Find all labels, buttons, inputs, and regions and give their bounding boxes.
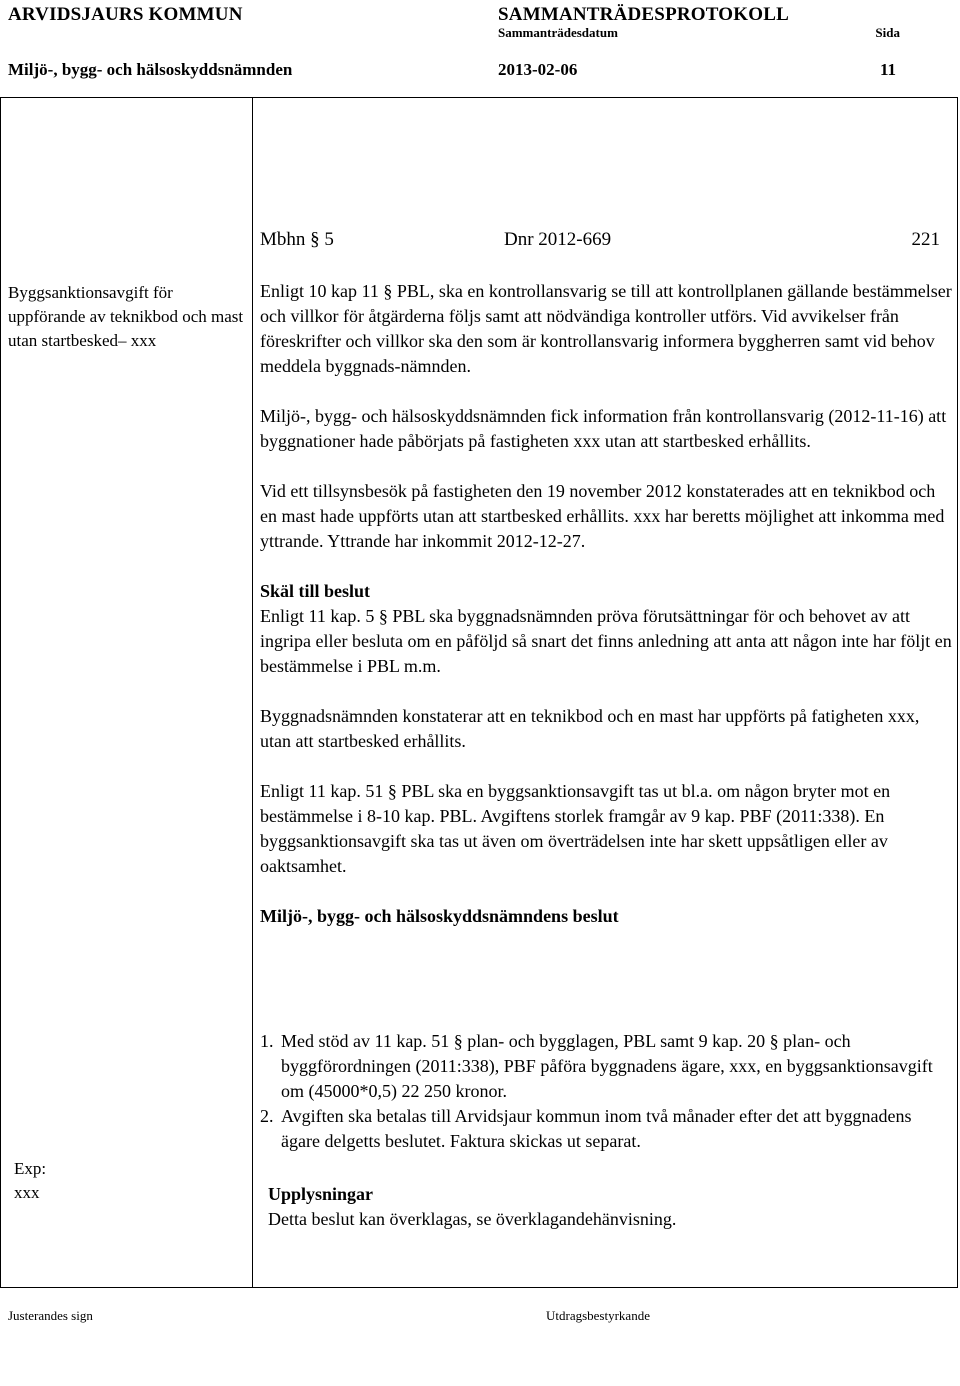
sidebar-divider (252, 97, 253, 1288)
paragraph-sanction-rule: Enligt 11 kap. 51 § PBL ska en byggsanktionsavgift tas ut bl.a. om någon bryter mot en bestämmelse i 8-10 kap. PBL. Avgiftens storlek framgår av 9 kap. PBF (2011:338). En byggsanktionsavgift ska tas ut även om överträdelsen inte har skett uppsåtligen eller av oaktsamhet. (260, 781, 891, 876)
paragraph-information: Miljö-, bygg- och hälsoskyddsnämnden fick information från kontrollansvarig (2012-11-16) att byggnationer hade påbörjats på fastigheten xxx utan att startbesked erhållits. (260, 406, 947, 451)
list-item (260, 1029, 952, 1104)
paragraph-number: Mbhn § 5 (260, 229, 334, 250)
list-item-text: Med stöd av 11 kap. 51 § plan- och bygglagen, PBL samt 9 kap. 20 § plan- och byggförordningen (2011:338), PBF påföra byggnadens ägare, xxx, en byggsanktionsavgift om (45000*0,5) 22 250 kronor. (281, 1031, 933, 1101)
paragraph-inspection: Vid ett tillsynsbesök på fastigheten den 19 november 2012 konstaterades att en teknikbod och en mast hade uppförts utan att startbesked erhållits. xxx har beretts möjlighet att inkomma med yttrande. Yttrande har inkommit 2012-12-27. (260, 481, 945, 551)
protocol-body (260, 279, 952, 929)
information-heading: Upplysningar (268, 1184, 374, 1204)
extract-certification-label: Utdragsbestyrkande (546, 1308, 650, 1323)
protocol-title: SAMMANTRÄDESPROTOKOLL (498, 4, 789, 25)
committee-name: Miljö-, bygg- och hälsoskyddsnämnden (8, 60, 293, 79)
header-subtitle-row (498, 25, 900, 41)
list-item-number: 2. (260, 1106, 274, 1126)
paragraph-reasons: Enligt 11 kap. 5 § PBL ska byggnadsnämnden pröva förutsättningar för och behovet av att ingripa eller besluta om en påföljd så snart det finns anledning att anta att någon inte har följt en bestämmelse i PBL m.m. (260, 606, 952, 676)
paragraph-legal-basis: Enligt 10 kap 11 § PBL, ska en kontrollansvarig se till att kontrollplanen gällande bestämmelser och villkor för åtgärderna följs samt att nödvändiga kontroller utförs. Vid avvikelser från föreskrifter och villkor ska den som är kontrollansvarig informera byggherren samt vid behov meddela byggnads-nämnden. (260, 281, 952, 376)
reasons-heading: Skäl till beslut (260, 581, 371, 601)
expedition-label: Exp: (14, 1159, 47, 1178)
meeting-date-label: Sammanträdesdatum (498, 25, 618, 40)
paragraph-finding: Byggnadsnämnden konstaterar att en teknikbod och en mast har uppförts på fatigheten xxx, utan att startbesked erhållits. (260, 706, 920, 751)
diary-number: Dnr 2012-669 (504, 229, 612, 250)
expedition-block (14, 1157, 46, 1205)
municipality-name: ARVIDSJAURS KOMMUN (8, 4, 243, 25)
information-text: Detta beslut kan överklagas, se överklagandehänvisning. (268, 1209, 677, 1229)
list-item-text: Avgiften ska betalas till Arvidsjaur kommun inom två månader efter det att byggnadens ägare delgetts beslutet. Faktura skickas ut separat. (281, 1106, 912, 1151)
page-number: 11 (879, 60, 896, 79)
decision-list (260, 1029, 952, 1154)
meeting-date: 2013-02-06 (498, 60, 578, 79)
case-number: 221 (911, 229, 940, 250)
expedition-value: xxx (14, 1183, 40, 1202)
case-title: Byggsanktionsavgift för uppförande av teknikbod och mast utan startbesked– xxx (8, 283, 244, 350)
header-values-row (8, 60, 908, 84)
decision-heading: Miljö-, bygg- och hälsoskyddsnämndens beslut (260, 906, 619, 926)
list-item-number: 1. (260, 1031, 274, 1051)
page-label: Sida (875, 25, 900, 40)
information-block (268, 1182, 948, 1232)
case-identifier-row (260, 229, 940, 253)
list-item (260, 1104, 952, 1154)
adjuster-signature-label: Justerandes sign (8, 1308, 93, 1323)
